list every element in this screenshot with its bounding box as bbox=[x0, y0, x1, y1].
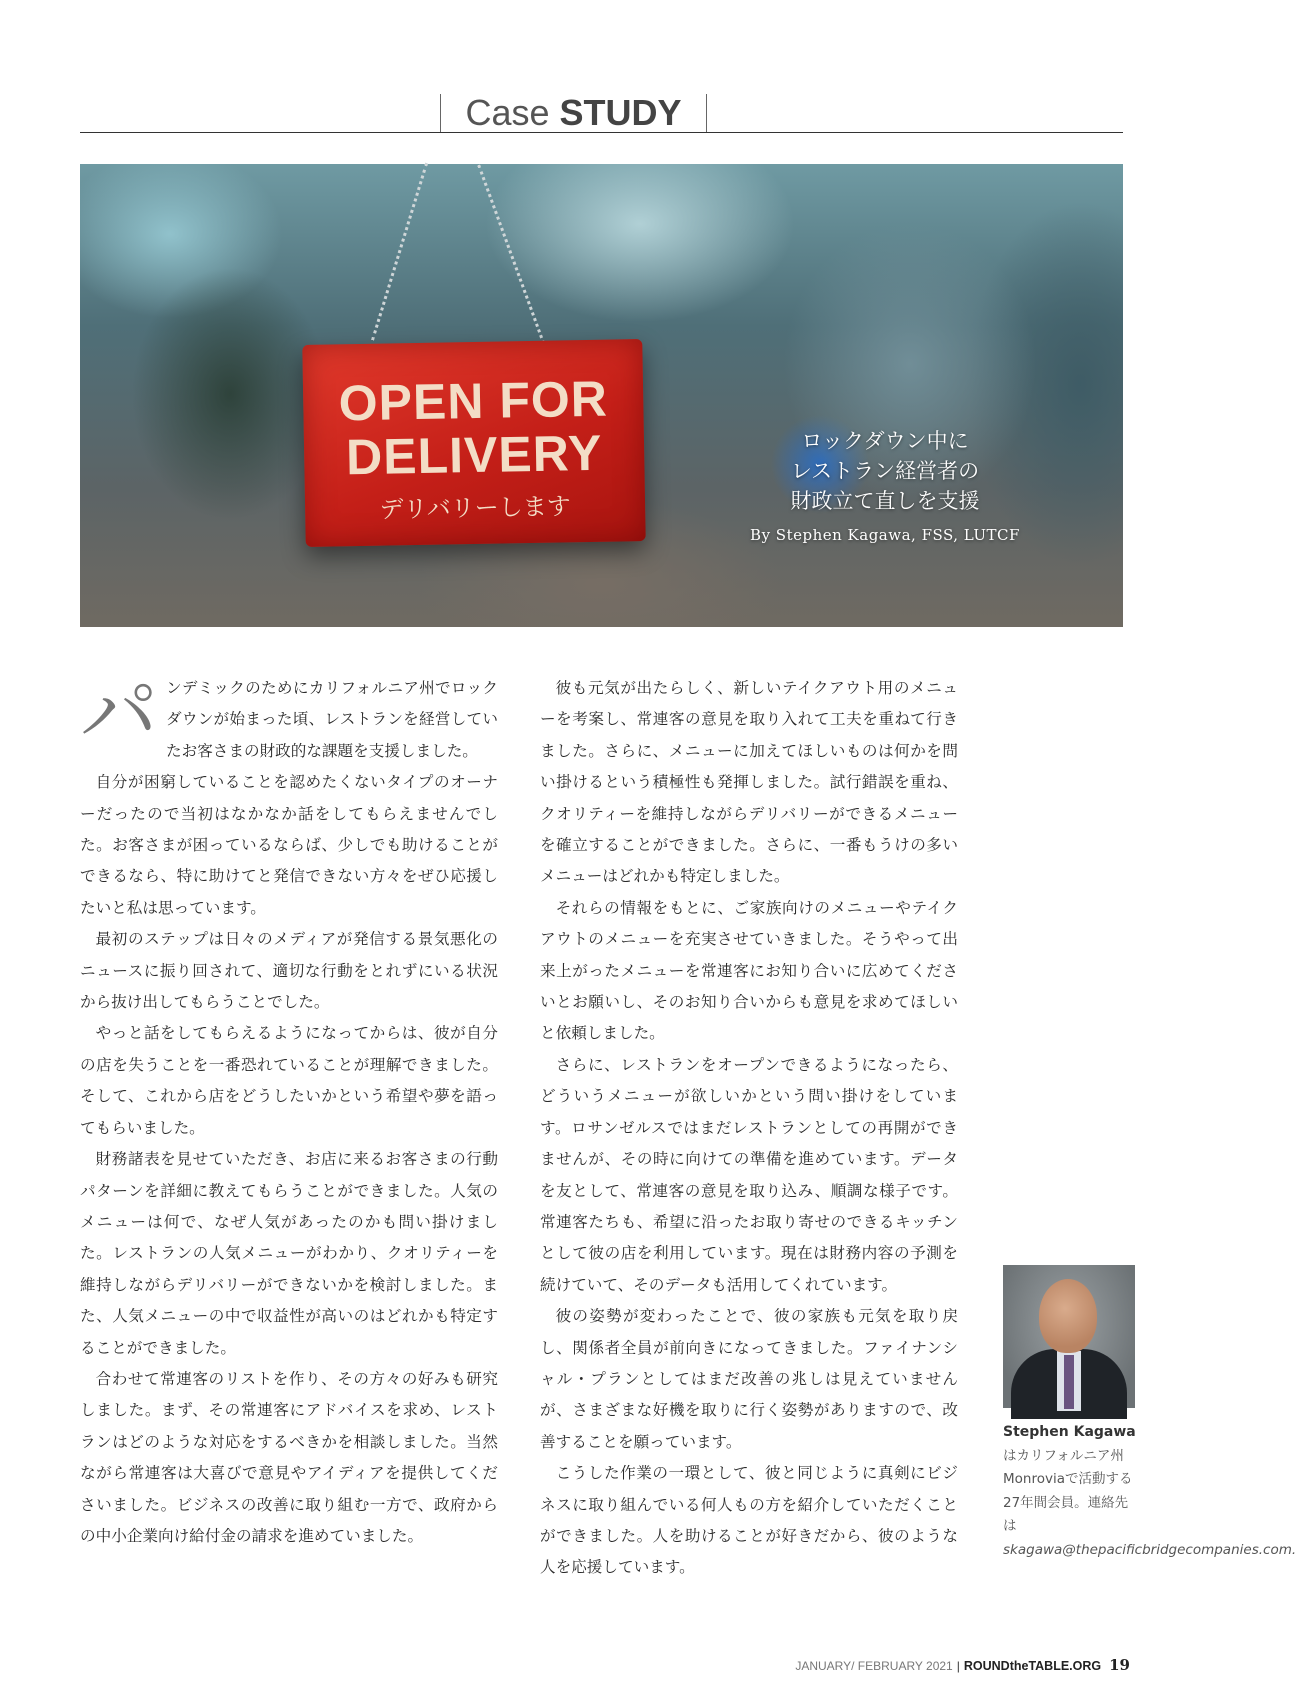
page-footer bbox=[740, 1656, 1130, 1674]
paragraph: 財務諸表を見せていただき、お店に来るお客さまの行動パターンを詳細に教えてもらうことができました。人気のメニューは何で、なぜ人気があったのかも問い掛けました。レストランの人気メニューがわかり、クオリティーを維持しながらデリバリーができないかを検討しました。また、人気メニューの中で収益性が高いのはどれかも特定することができました。 bbox=[80, 1150, 498, 1357]
paragraph: 最初のステップは日々のメディアが発信する景気悪化のニュースに振り回されて、適切な行動をとれずにいる状況から抜け出してもらうことでした。 bbox=[80, 930, 498, 1012]
page-number: 19 bbox=[1109, 1656, 1130, 1674]
paragraph: さらに、レストランをオープンできるようになったら、どういうメニューが欲しいかという問い掛けをしています。ロサンゼルスではまだレストランとしての再開ができませんが、その時に向けての準備を進めています。データを友として、常連客の意見を取り込み、順調な様子です。常連客たちも、希望に沿ったお取り寄せのできるキッチンとして彼の店を利用しています。現在は財務内容の予測を続けていて、そのデータも活用してくれています。 bbox=[540, 1055, 958, 1294]
site-url[interactable]: ROUNDtheTABLE.ORG bbox=[963, 1659, 1102, 1673]
section-title-light: Case bbox=[465, 92, 550, 133]
headline-line: 財政立て直しを支援 bbox=[790, 489, 980, 513]
issue-date: JANUARY/ FEBRUARY 2021 bbox=[795, 1659, 953, 1673]
paragraph: 彼の姿勢が変わったことで、彼の家族も元気を取り戻し、関係者全員が前向きになってきました。ファイナンシャル・プランとしてはまだ改善の兆しは見えていませんが、さまざまな好機を取りに行く姿勢がありますので、改善することを願っています。 bbox=[540, 1307, 958, 1451]
author-bio bbox=[1003, 1421, 1296, 1563]
headline-line: レストラン経営者の bbox=[790, 459, 980, 483]
article-headline bbox=[720, 426, 1050, 544]
author-head bbox=[1039, 1279, 1097, 1353]
author-bio-text: はカリフォルニア州Monroviaで活動する27年間会員。連絡先は bbox=[1003, 1447, 1133, 1535]
author-photo bbox=[1003, 1265, 1135, 1408]
section-title bbox=[465, 92, 681, 133]
headline-line: ロックダウン中に bbox=[801, 429, 969, 453]
author-name: Stephen Kagawa bbox=[1003, 1424, 1136, 1440]
open-for-delivery-sign bbox=[302, 339, 645, 547]
drop-cap: パ bbox=[80, 669, 159, 759]
article-column-right bbox=[540, 673, 958, 1584]
footer-separator: | bbox=[956, 1659, 960, 1673]
hero-image bbox=[80, 164, 1123, 627]
paragraph: 自分が困窮していることを認めたくないタイプのオーナーだったので当初はなかなか話をしてもらえませんでした。お客さまが困っているならば、少しでも助けることができるなら、特に助けてと発信できない方々をぜひ応援したいと私は思っています。 bbox=[80, 773, 498, 917]
author-tie bbox=[1064, 1355, 1074, 1409]
paragraph bbox=[80, 669, 498, 767]
section-label-box bbox=[440, 94, 707, 132]
author-email-link[interactable]: skagawa@thepacificbridgecompanies.com. bbox=[1003, 1541, 1296, 1558]
paragraph: 彼も元気が出たらしく、新しいテイクアウト用のメニューを考案し、常連客の意見を取り入れて工夫を重ねて行きました。さらに、メニューに加えてほしいものは何かを問い掛けるという積極性も発揮しました。試行錯誤を重ね、クオリティーを維持しながらデリバリーができるメニューを確立することができました。さらに、一番もうけの多いメニューはどれかも特定しました。 bbox=[540, 679, 958, 886]
page-header bbox=[80, 86, 1123, 133]
sign-line-1: OPEN FOR bbox=[338, 370, 609, 432]
byline: By Stephen Kagawa, FSS, LUTCF bbox=[750, 526, 1020, 544]
paragraph: それらの情報をもとに、ご家族向けのメニューやテイクアウトのメニューを充実させていきました。そうやって出来上がったメニューを常連客にお知り合いに広めてくださいとお願いし、そのお知り合いからも意見を求めてほしいと依頼しました。 bbox=[540, 898, 958, 1043]
paragraph-text: ンデミックのためにカリフォルニア州でロックダウンが始まった頃、レストランを経営していたお客さまの財政的な課題を支援しました。 bbox=[166, 679, 498, 760]
chain-right bbox=[477, 162, 550, 344]
paragraph: 合わせて常連客のリストを作り、その方々の好みも研究しました。まず、その常連客にアドバイスを求め、レストランはどのような対応をするべきかを相談しました。当然ながら常連客は大喜びで意見やアイディアを提供してくださいました。ビジネスの改善に取り組む一方で、政府からの中小企業向け給付金の請求を進めていました。 bbox=[80, 1369, 498, 1545]
paragraph: やっと話をしてもらえるようになってからは、彼が自分の店を失うことを一番恐れていることが理解できました。そして、これから店をどうしたいかという希望や夢を語ってもらいました。 bbox=[80, 1024, 498, 1137]
sign-line-2: DELIVERY bbox=[345, 424, 603, 486]
sign-line-3: デリバリーします bbox=[379, 493, 572, 524]
chain-left bbox=[371, 163, 434, 343]
paragraph: こうした作業の一環として、彼と同じように真剣にビジネスに取り組んでいる何人もの方を紹介していただくことができました。人を助けることが好きだから、彼のような人を応援しています。 bbox=[540, 1464, 958, 1577]
article-column-left bbox=[80, 669, 498, 1552]
section-title-bold: STUDY bbox=[559, 92, 682, 133]
